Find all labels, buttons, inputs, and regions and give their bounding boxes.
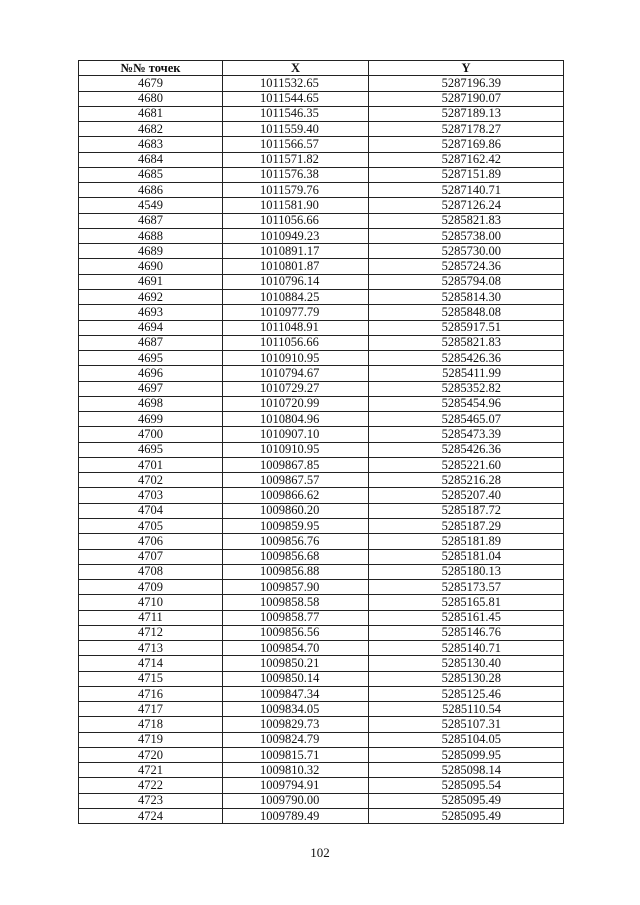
point-number-cell: 4708 — [79, 564, 223, 579]
y-coordinate-cell: 5285221.60 — [369, 457, 564, 472]
y-coordinate-cell: 5285454.96 — [369, 396, 564, 411]
table-row — [79, 610, 564, 625]
table-row — [79, 717, 564, 732]
table-row — [79, 259, 564, 274]
table-row — [79, 335, 564, 350]
x-coordinate-cell: 1011571.82 — [223, 152, 369, 167]
table-row — [79, 76, 564, 91]
table-row — [79, 381, 564, 396]
point-number-cell: 4703 — [79, 488, 223, 503]
y-coordinate-cell: 5285814.30 — [369, 289, 564, 304]
table-row — [79, 671, 564, 686]
x-coordinate-cell: 1009789.49 — [223, 809, 369, 824]
y-coordinate-cell: 5285473.39 — [369, 427, 564, 442]
table-row — [79, 580, 564, 595]
x-coordinate-cell: 1009815.71 — [223, 747, 369, 762]
x-coordinate-cell: 1010949.23 — [223, 228, 369, 243]
table-row — [79, 625, 564, 640]
table-row — [79, 213, 564, 228]
point-number-cell: 4717 — [79, 702, 223, 717]
y-coordinate-cell: 5285207.40 — [369, 488, 564, 503]
x-coordinate-cell: 1009867.57 — [223, 473, 369, 488]
x-coordinate-cell: 1010796.14 — [223, 274, 369, 289]
table-row — [79, 702, 564, 717]
point-number-cell: 4719 — [79, 732, 223, 747]
y-coordinate-cell: 5287189.13 — [369, 106, 564, 121]
x-coordinate-cell: 1009856.68 — [223, 549, 369, 564]
y-coordinate-cell: 5285104.05 — [369, 732, 564, 747]
point-number-cell: 4695 — [79, 351, 223, 366]
x-coordinate-cell: 1010910.95 — [223, 351, 369, 366]
x-coordinate-cell: 1009829.73 — [223, 717, 369, 732]
point-number-cell: 4683 — [79, 137, 223, 152]
y-coordinate-cell: 5285848.08 — [369, 305, 564, 320]
y-coordinate-cell: 5285187.72 — [369, 503, 564, 518]
point-number-cell: 4549 — [79, 198, 223, 213]
y-coordinate-cell: 5287126.24 — [369, 198, 564, 213]
x-coordinate-cell: 1010884.25 — [223, 289, 369, 304]
x-coordinate-cell: 1011576.38 — [223, 167, 369, 182]
point-number-cell: 4702 — [79, 473, 223, 488]
table-row — [79, 228, 564, 243]
table-row — [79, 503, 564, 518]
y-coordinate-cell: 5287162.42 — [369, 152, 564, 167]
point-number-cell: 4710 — [79, 595, 223, 610]
table-row — [79, 518, 564, 533]
x-coordinate-cell: 1009847.34 — [223, 686, 369, 701]
point-number-cell: 4681 — [79, 106, 223, 121]
point-number-cell: 4688 — [79, 228, 223, 243]
point-number-cell: 4704 — [79, 503, 223, 518]
table-row — [79, 473, 564, 488]
x-coordinate-cell: 1010720.99 — [223, 396, 369, 411]
point-number-cell: 4685 — [79, 167, 223, 182]
x-coordinate-cell: 1011048.91 — [223, 320, 369, 335]
y-coordinate-cell: 5287169.86 — [369, 137, 564, 152]
point-number-cell: 4699 — [79, 412, 223, 427]
table-row — [79, 289, 564, 304]
point-number-cell: 4723 — [79, 793, 223, 808]
x-coordinate-cell: 1010977.79 — [223, 305, 369, 320]
x-coordinate-cell: 1010729.27 — [223, 381, 369, 396]
point-number-cell: 4687 — [79, 335, 223, 350]
point-number-cell: 4695 — [79, 442, 223, 457]
point-number-cell: 4706 — [79, 534, 223, 549]
y-coordinate-cell: 5285095.49 — [369, 793, 564, 808]
table-row — [79, 534, 564, 549]
coordinates-table — [78, 60, 564, 824]
column-header-point-number: №№ точек — [79, 61, 223, 76]
table-row — [79, 122, 564, 137]
x-coordinate-cell: 1009858.77 — [223, 610, 369, 625]
x-coordinate-cell: 1011566.57 — [223, 137, 369, 152]
y-coordinate-cell: 5285098.14 — [369, 763, 564, 778]
column-header-y: Y — [369, 61, 564, 76]
table-row — [79, 366, 564, 381]
point-number-cell: 4686 — [79, 183, 223, 198]
y-coordinate-cell: 5285180.13 — [369, 564, 564, 579]
table-row — [79, 457, 564, 472]
x-coordinate-cell: 1009860.20 — [223, 503, 369, 518]
x-coordinate-cell: 1009856.76 — [223, 534, 369, 549]
table-row — [79, 488, 564, 503]
table-row — [79, 183, 564, 198]
table-row — [79, 747, 564, 762]
y-coordinate-cell: 5285173.57 — [369, 580, 564, 595]
x-coordinate-cell: 1011056.66 — [223, 213, 369, 228]
y-coordinate-cell: 5287151.89 — [369, 167, 564, 182]
table-row — [79, 564, 564, 579]
point-number-cell: 4712 — [79, 625, 223, 640]
point-number-cell: 4720 — [79, 747, 223, 762]
table-row — [79, 732, 564, 747]
table-row — [79, 274, 564, 289]
point-number-cell: 4696 — [79, 366, 223, 381]
y-coordinate-cell: 5285187.29 — [369, 518, 564, 533]
table-row — [79, 442, 564, 457]
y-coordinate-cell: 5285107.31 — [369, 717, 564, 732]
point-number-cell: 4680 — [79, 91, 223, 106]
table-row — [79, 793, 564, 808]
table-row — [79, 641, 564, 656]
table-row — [79, 595, 564, 610]
point-number-cell: 4682 — [79, 122, 223, 137]
y-coordinate-cell: 5285738.00 — [369, 228, 564, 243]
x-coordinate-cell: 1010801.87 — [223, 259, 369, 274]
y-coordinate-cell: 5285146.76 — [369, 625, 564, 640]
x-coordinate-cell: 1011056.66 — [223, 335, 369, 350]
x-coordinate-cell: 1009854.70 — [223, 641, 369, 656]
y-coordinate-cell: 5285095.54 — [369, 778, 564, 793]
table-row — [79, 396, 564, 411]
x-coordinate-cell: 1011544.65 — [223, 91, 369, 106]
table-row — [79, 778, 564, 793]
point-number-cell: 4689 — [79, 244, 223, 259]
x-coordinate-cell: 1009858.58 — [223, 595, 369, 610]
x-coordinate-cell: 1009850.21 — [223, 656, 369, 671]
table-row — [79, 305, 564, 320]
point-number-cell: 4715 — [79, 671, 223, 686]
point-number-cell: 4698 — [79, 396, 223, 411]
x-coordinate-cell: 1009790.00 — [223, 793, 369, 808]
y-coordinate-cell: 5287196.39 — [369, 76, 564, 91]
y-coordinate-cell: 5285125.46 — [369, 686, 564, 701]
y-coordinate-cell: 5285794.08 — [369, 274, 564, 289]
x-coordinate-cell: 1010804.96 — [223, 412, 369, 427]
point-number-cell: 4691 — [79, 274, 223, 289]
table-row — [79, 198, 564, 213]
x-coordinate-cell: 1009859.95 — [223, 518, 369, 533]
point-number-cell: 4679 — [79, 76, 223, 91]
y-coordinate-cell: 5285730.00 — [369, 244, 564, 259]
y-coordinate-cell: 5285130.28 — [369, 671, 564, 686]
y-coordinate-cell: 5285099.95 — [369, 747, 564, 762]
point-number-cell: 4716 — [79, 686, 223, 701]
y-coordinate-cell: 5285724.36 — [369, 259, 564, 274]
x-coordinate-cell: 1009856.56 — [223, 625, 369, 640]
point-number-cell: 4722 — [79, 778, 223, 793]
point-number-cell: 4705 — [79, 518, 223, 533]
point-number-cell: 4724 — [79, 809, 223, 824]
point-number-cell: 4700 — [79, 427, 223, 442]
y-coordinate-cell: 5285917.51 — [369, 320, 564, 335]
point-number-cell: 4701 — [79, 457, 223, 472]
x-coordinate-cell: 1010910.95 — [223, 442, 369, 457]
point-number-cell: 4684 — [79, 152, 223, 167]
y-coordinate-cell: 5285411.99 — [369, 366, 564, 381]
point-number-cell: 4709 — [79, 580, 223, 595]
table-row — [79, 167, 564, 182]
column-header-x: X — [223, 61, 369, 76]
x-coordinate-cell: 1011546.35 — [223, 106, 369, 121]
table-row — [79, 412, 564, 427]
x-coordinate-cell: 1009834.05 — [223, 702, 369, 717]
point-number-cell: 4718 — [79, 717, 223, 732]
point-number-cell: 4687 — [79, 213, 223, 228]
x-coordinate-cell: 1009866.62 — [223, 488, 369, 503]
page-number: 102 — [310, 845, 330, 860]
table-row — [79, 320, 564, 335]
y-coordinate-cell: 5285161.45 — [369, 610, 564, 625]
x-coordinate-cell: 1009824.79 — [223, 732, 369, 747]
y-coordinate-cell: 5285352.82 — [369, 381, 564, 396]
table-row — [79, 427, 564, 442]
x-coordinate-cell: 1011579.76 — [223, 183, 369, 198]
x-coordinate-cell: 1009856.88 — [223, 564, 369, 579]
point-number-cell: 4707 — [79, 549, 223, 564]
y-coordinate-cell: 5285216.28 — [369, 473, 564, 488]
y-coordinate-cell: 5287178.27 — [369, 122, 564, 137]
y-coordinate-cell: 5285465.07 — [369, 412, 564, 427]
table-body — [79, 76, 564, 824]
x-coordinate-cell: 1009857.90 — [223, 580, 369, 595]
point-number-cell: 4694 — [79, 320, 223, 335]
y-coordinate-cell: 5285181.89 — [369, 534, 564, 549]
x-coordinate-cell: 1009867.85 — [223, 457, 369, 472]
y-coordinate-cell: 5287140.71 — [369, 183, 564, 198]
table-row — [79, 809, 564, 824]
point-number-cell: 4721 — [79, 763, 223, 778]
x-coordinate-cell: 1011581.90 — [223, 198, 369, 213]
y-coordinate-cell: 5285165.81 — [369, 595, 564, 610]
x-coordinate-cell: 1009810.32 — [223, 763, 369, 778]
x-coordinate-cell: 1009850.14 — [223, 671, 369, 686]
y-coordinate-cell: 5285181.04 — [369, 549, 564, 564]
y-coordinate-cell: 5285821.83 — [369, 213, 564, 228]
point-number-cell: 4713 — [79, 641, 223, 656]
x-coordinate-cell: 1011559.40 — [223, 122, 369, 137]
point-number-cell: 4697 — [79, 381, 223, 396]
x-coordinate-cell: 1011532.65 — [223, 76, 369, 91]
y-coordinate-cell: 5285130.40 — [369, 656, 564, 671]
table-row — [79, 351, 564, 366]
table-row — [79, 686, 564, 701]
table-row — [79, 549, 564, 564]
table-row — [79, 91, 564, 106]
x-coordinate-cell: 1010794.67 — [223, 366, 369, 381]
point-number-cell: 4711 — [79, 610, 223, 625]
table-row — [79, 656, 564, 671]
y-coordinate-cell: 5285821.83 — [369, 335, 564, 350]
table-row — [79, 137, 564, 152]
y-coordinate-cell: 5287190.07 — [369, 91, 564, 106]
table-row — [79, 244, 564, 259]
table-row — [79, 152, 564, 167]
point-number-cell: 4714 — [79, 656, 223, 671]
table-header-row — [79, 61, 564, 76]
table-row — [79, 763, 564, 778]
y-coordinate-cell: 5285426.36 — [369, 351, 564, 366]
y-coordinate-cell: 5285095.49 — [369, 809, 564, 824]
x-coordinate-cell: 1009794.91 — [223, 778, 369, 793]
point-number-cell: 4692 — [79, 289, 223, 304]
table-row — [79, 106, 564, 121]
x-coordinate-cell: 1010907.10 — [223, 427, 369, 442]
point-number-cell: 4690 — [79, 259, 223, 274]
x-coordinate-cell: 1010891.17 — [223, 244, 369, 259]
y-coordinate-cell: 5285140.71 — [369, 641, 564, 656]
y-coordinate-cell: 5285426.36 — [369, 442, 564, 457]
point-number-cell: 4693 — [79, 305, 223, 320]
y-coordinate-cell: 5285110.54 — [369, 702, 564, 717]
